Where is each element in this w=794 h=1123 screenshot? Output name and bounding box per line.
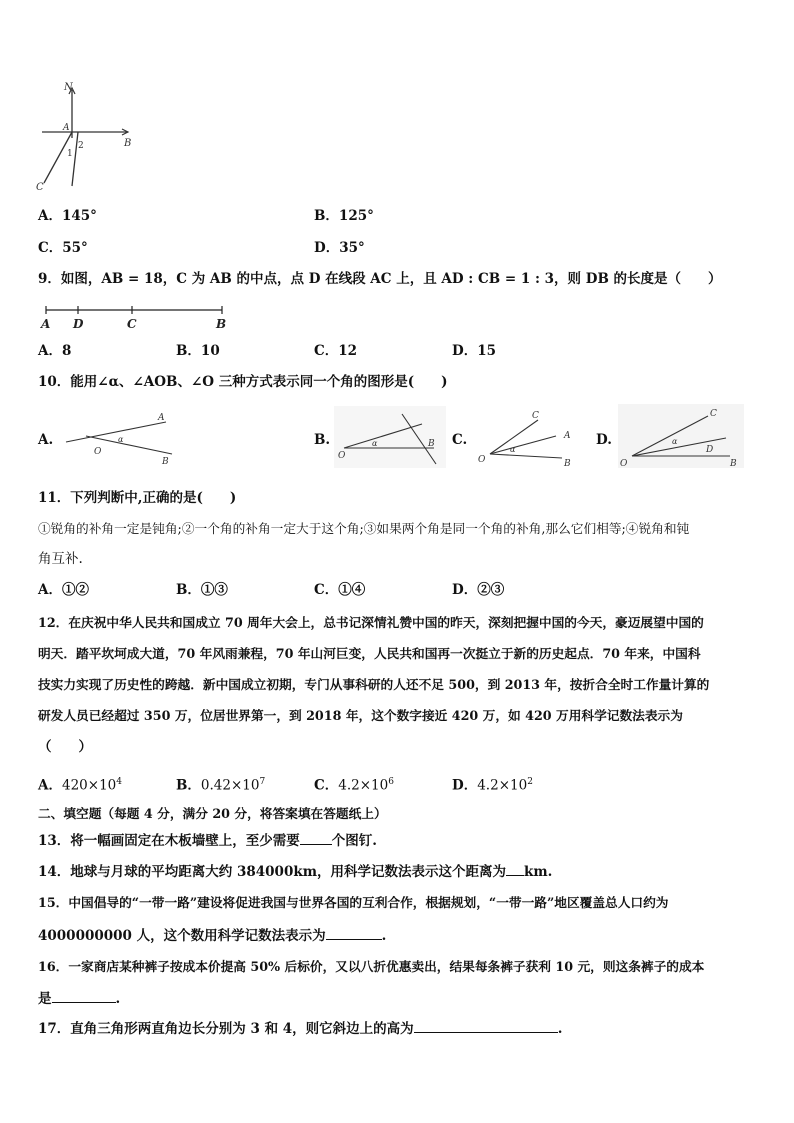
q8-label-1: 1	[67, 149, 73, 159]
q8-option-a: A．145°	[38, 208, 97, 224]
svg-text:α: α	[118, 435, 124, 444]
q8-figure	[30, 78, 140, 196]
q10-figure-d	[618, 404, 744, 468]
svg-text:α: α	[372, 439, 378, 448]
q8-label-a: A	[63, 123, 70, 133]
q8-option-b: B．125°	[314, 208, 374, 224]
q14-answer-blank[interactable]	[506, 861, 524, 876]
svg-text:α: α	[510, 445, 516, 454]
svg-text:α: α	[672, 437, 678, 446]
q8-label-n: N	[64, 82, 73, 93]
q11-stem: 11．下列判断中,正确的是( )	[38, 490, 237, 506]
q15-line1: 15．中国倡导的“一带一路”建设将促进我国与世界各国的互利合作，根据规划，“一带一路”地区覆盖总人口约为	[38, 895, 669, 910]
q9-label-d: D	[73, 317, 84, 331]
q15-line2: 4000000000 人，这个数用科学记数法表示为 .	[38, 925, 386, 946]
q16-answer-blank[interactable]	[52, 988, 116, 1003]
q17: 17．直角三角形两直角边长分别为 3 和 4，则它斜边上的高为 .	[38, 1018, 562, 1039]
q8-option-d: D．35°	[314, 240, 365, 256]
q8-label-2: 2	[78, 141, 84, 151]
q10-figure-b	[334, 406, 446, 468]
q11-option-b: B．①③	[176, 582, 228, 598]
q10-figure-c	[474, 406, 584, 468]
svg-text:B: B	[428, 439, 435, 449]
q13: 13．将一幅画固定在木板墙壁上，至少需要 个图钉.	[38, 830, 377, 851]
svg-text:A: A	[158, 413, 165, 423]
q9-option-b: B．10	[176, 343, 220, 359]
q10-stem: 10．能用∠α、∠AOB、∠O 三种方式表示同一个角的图形是( )	[38, 374, 448, 390]
q15-answer-blank[interactable]	[326, 925, 382, 940]
svg-text:O: O	[94, 447, 102, 457]
q10-figure-a	[58, 408, 182, 466]
svg-text:B: B	[162, 457, 169, 466]
q12-option-b: B．$0.42\times 10^7$	[176, 777, 266, 794]
svg-text:A: A	[564, 431, 571, 441]
q12-line4: 研发人员已经超过 350 万，位居世界第一，到 2018 年，这个数字接近 420 万，如 420 万用科学记数法表示为	[38, 708, 683, 723]
q16-line1: 16．一家商店某种裤子按成本价提高 50% 后标价，又以八折优惠卖出，结果每条裤子获利 10 元，则这条裤子的成本	[38, 959, 705, 974]
q12-option-d: D．$4.2\times 10^2$	[452, 777, 533, 794]
q11-option-d: D．②③	[452, 582, 505, 598]
q10-option-d-letter: D.	[596, 432, 612, 448]
svg-text:C: C	[532, 411, 539, 421]
q13-answer-blank[interactable]	[300, 830, 332, 845]
q11-option-c: C．①④	[314, 582, 366, 598]
q9-option-c: C．12	[314, 343, 358, 359]
q11-body-line2: 角互补.	[38, 551, 83, 567]
q12-line5: （ ）	[38, 739, 92, 755]
svg-text:C: C	[710, 409, 717, 419]
q12-option-a: A．$420\times 10^4$	[38, 777, 122, 794]
section-fill-in-title: 二、填空题（每题 4 分，满分 20 分，将答案填在答题纸上）	[38, 806, 387, 821]
q10-option-b-letter: B.	[314, 432, 331, 448]
q16-line2: 是 .	[38, 988, 120, 1009]
q8-option-c: C．55°	[38, 240, 88, 256]
q8-label-b: B	[124, 138, 132, 149]
q12-line2: 明天．踏平坎坷成大道，70 年风雨兼程，70 年山河巨变，人民共和国再一次挺立于新的历史起点．70 年来，中国科	[38, 646, 701, 661]
svg-text:O: O	[338, 451, 346, 461]
q9-label-a: A	[41, 317, 51, 331]
svg-text:O: O	[478, 455, 486, 465]
q12-option-c: C．$4.2\times 10^6$	[314, 777, 394, 794]
q10-option-c-letter: C.	[452, 432, 468, 448]
q11-option-a: A．①②	[38, 582, 89, 598]
q17-answer-blank[interactable]	[414, 1018, 558, 1033]
q8-label-c: C	[36, 182, 44, 193]
q12-line1: 12．在庆祝中华人民共和国成立 70 周年大会上，总书记深情礼赞中国的昨天，深刻把握中国的今天，豪迈展望中国的	[38, 615, 704, 630]
q9-label-c: C	[127, 317, 137, 331]
q9-option-d: D．15	[452, 343, 497, 359]
q12-line3: 技实力实现了历史性的跨越．新中国成立初期，专门从事科研的人还不足 500，到 2013 年，按折合全时工作量计算的	[38, 677, 710, 692]
q11-body-line1: ①锐角的补角一定是钝角;②一个角的补角一定大于这个角;③如果两个角是同一个角的补角,那么它们相等;④锐角和钝	[38, 521, 690, 536]
q9-stem: 9．如图，AB = 18，C 为 AB 的中点，点 D 在线段 AC 上，且 AD : CB = 1 : 3，则 DB 的长度是（ ）	[38, 271, 722, 287]
q9-label-b: B	[216, 317, 227, 331]
svg-text:D: D	[706, 445, 714, 455]
svg-text:B: B	[730, 459, 737, 468]
q10-option-a-letter: A.	[38, 432, 54, 448]
q14: 14．地球与月球的平均距离大约 384000km，用科学记数法表示这个距离为 km.	[38, 861, 552, 882]
q9-option-a: A．8	[38, 343, 72, 359]
q9-segment-figure	[36, 302, 236, 332]
svg-text:O: O	[620, 459, 628, 468]
svg-text:B: B	[564, 459, 571, 468]
